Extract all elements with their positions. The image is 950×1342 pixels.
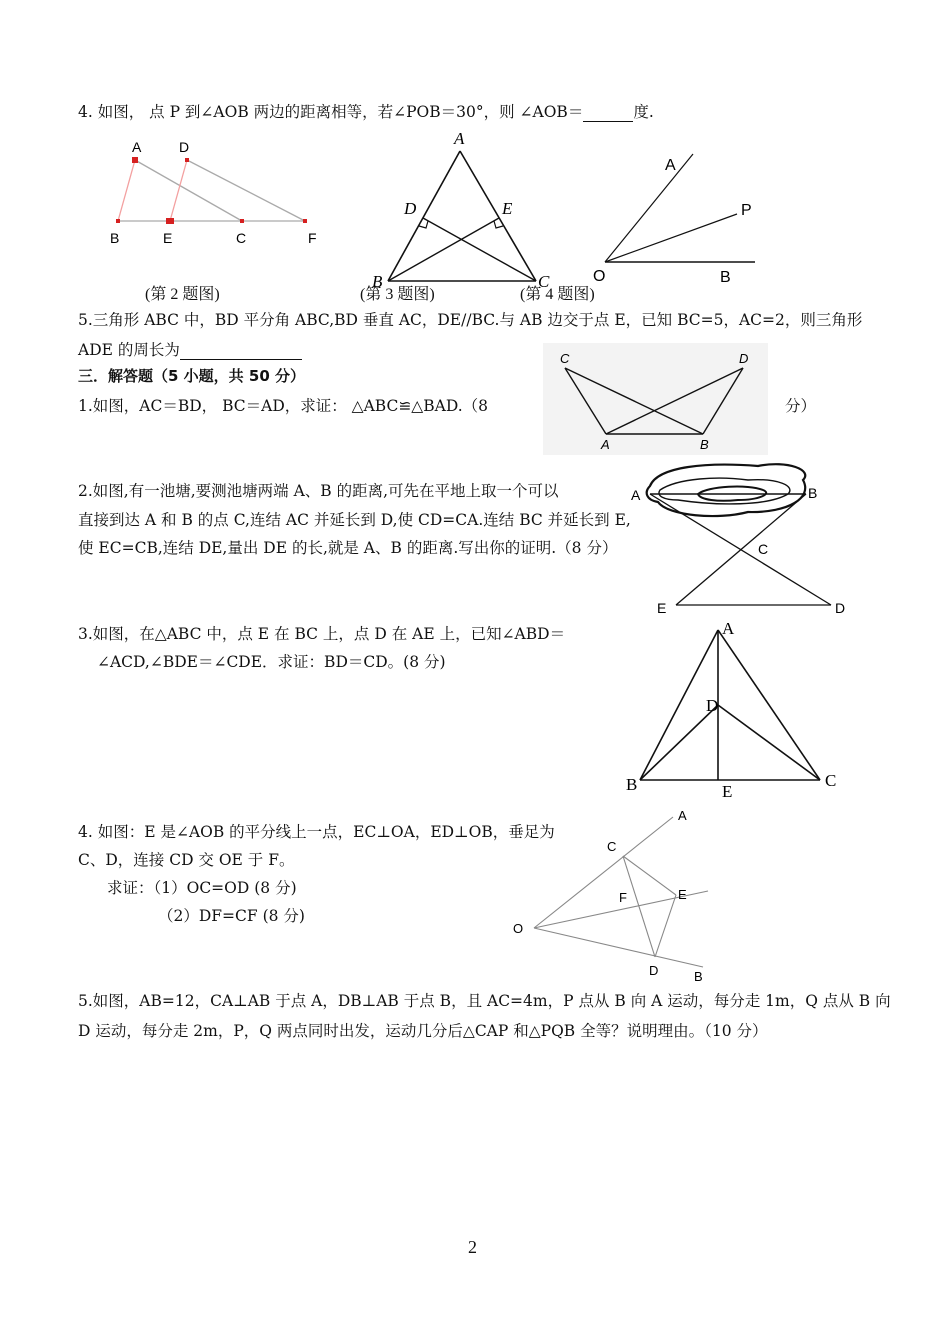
fig4-label-a: A	[665, 157, 676, 174]
figure-q3	[360, 124, 570, 294]
problem-2-line3: 使 EC=CB,连结 DE,量出 DE 的长,就是 A、B 的距离.写出你的证明.（8 分）	[78, 539, 618, 557]
figure-p2	[628, 458, 858, 623]
p4-label-o: O	[513, 921, 524, 936]
fig2-label-f: F	[308, 230, 317, 246]
q4-fill-question: 4. 如图， 点 P 到∠AOB 两边的距离相等，若∠POB＝30°，则 ∠AOB＝ 度.	[78, 103, 654, 121]
problem-5-line2: D 运动，每分走 2m，P，Q 两点同时出发，运动几分后△CAP 和△PQB 全等？说明理由。（10 分）	[78, 1022, 768, 1040]
section-heading: 三．解答题（5 小题，共 50 分）	[78, 367, 305, 385]
p4-label-c: C	[607, 839, 617, 854]
q5-fill-question-line1: 5.三角形 ABC 中，BD 平分角 ABC,BD 垂直 AC，DE//BC.与 AB 边交于点 E，已知 BC=5，AC=2，则三角形	[78, 311, 863, 329]
figure-p4	[508, 805, 723, 985]
p1-label-c: C	[560, 351, 570, 366]
p3-label-a: A	[722, 619, 735, 638]
q5-answer-blank	[180, 359, 302, 360]
problem-4-line4: （2）DF=CF (8 分)	[158, 907, 305, 925]
p2-label-b: B	[808, 485, 818, 501]
p2-label-a: A	[631, 487, 641, 503]
problem-3-line2: ∠ACD,∠BDE＝∠CDE．求证：BD＝CD。(8 分)	[97, 653, 446, 671]
p4-label-d: D	[649, 963, 659, 978]
fig2-label-d: D	[179, 139, 190, 155]
figure-q2	[100, 132, 340, 252]
fig3-label-c: C	[538, 272, 550, 291]
q5-fill-question-line2: ADE 的周长为	[78, 340, 302, 360]
problem-3-line1: 3.如图，在△ABC 中，点 E 在 BC 上，点 D 在 AE 上，已知∠ABD＝	[78, 625, 566, 643]
fig2-label-b: B	[110, 230, 120, 246]
p3-label-d: D	[706, 696, 719, 715]
p1-label-b: B	[700, 437, 709, 452]
problem-1-score-tail: 分）	[785, 397, 817, 415]
problem-4-line1: 4. 如图：E 是∠AOB 的平分线上一点，EC⊥OA，ED⊥OB，垂足为	[78, 823, 555, 841]
fig3-caption: (第 3 题图)	[360, 286, 435, 303]
fig2-label-e: E	[163, 230, 173, 246]
fig3-label-a: A	[454, 129, 465, 148]
problem-2-line1: 2.如图,有一池塘,要测池塘两端 A、B 的距离,可先在平地上取一个可以	[78, 482, 559, 500]
p2-label-c: C	[758, 541, 769, 557]
figure-p3	[620, 615, 845, 805]
problem-5-line1: 5.如图，AB=12，CA⊥AB 于点 A，DB⊥AB 于点 B，且 AC=4m，P 点从 B 向 A 运动，每分走 1m，Q 点从 B 向	[78, 992, 891, 1010]
p4-label-e: E	[678, 887, 687, 902]
fig4-label-p: P	[741, 202, 752, 219]
fig4-label-o: O	[593, 268, 606, 285]
figure-q4	[585, 145, 765, 290]
q4-answer-blank	[583, 121, 633, 122]
problem-1-text: 1.如图，AC＝BD， BC＝AD，求证： △ABC≌△BAD.（8	[78, 397, 488, 415]
p2-label-d: D	[835, 600, 846, 616]
fig3-label-d: D	[404, 199, 417, 218]
p1-label-a: A	[601, 437, 610, 452]
p3-label-e: E	[722, 782, 733, 801]
p3-label-c: C	[825, 771, 837, 790]
p4-label-b: B	[694, 969, 703, 984]
fig2-label-c: C	[236, 230, 247, 246]
fig2-caption: (第 2 题图)	[145, 286, 220, 303]
fig4-label-b: B	[720, 269, 731, 286]
fig2-label-a: A	[132, 139, 142, 155]
problem-4-line3: 求证：（1）OC=OD (8 分)	[107, 879, 297, 897]
problem-4-line2: C、D，连接 CD 交 OE 于 F。	[78, 851, 295, 869]
problem-2-line2: 直接到达 A 和 B 的点 C,连结 AC 并延长到 D,使 CD=CA.连结 BC 并延长到 E,	[78, 511, 631, 529]
p4-label-a: A	[678, 808, 687, 823]
page-number: 2	[468, 1237, 477, 1257]
p2-label-e: E	[657, 600, 667, 616]
fig3-label-e: E	[502, 199, 513, 218]
figure-p1	[543, 343, 768, 455]
p1-label-d: D	[739, 351, 749, 366]
p3-label-b: B	[626, 775, 638, 794]
fig4-caption: (第 4 题图)	[520, 286, 595, 303]
p4-label-f: F	[619, 890, 627, 905]
fig3-label-b: B	[372, 272, 383, 291]
